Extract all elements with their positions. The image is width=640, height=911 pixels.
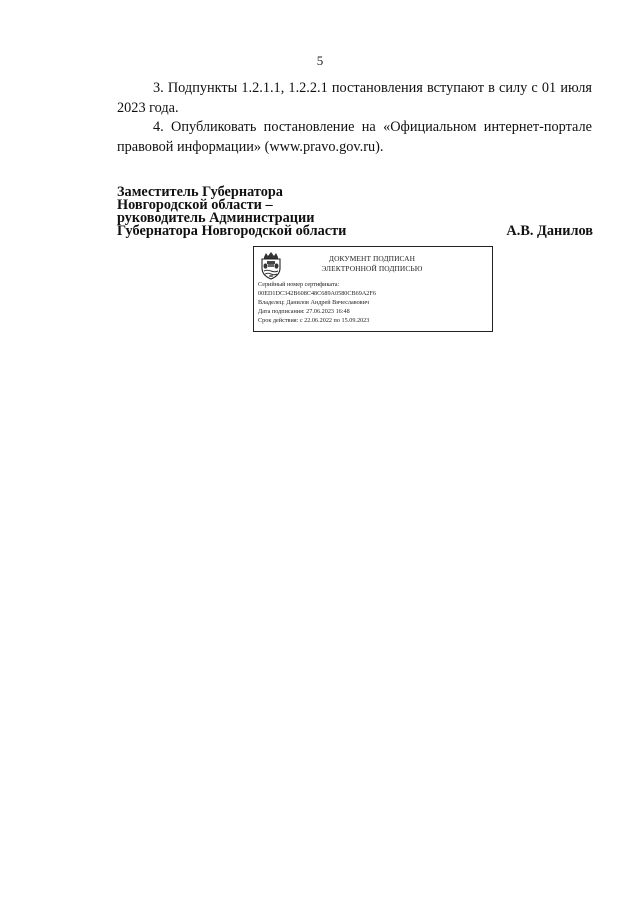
signer-position-line: Губернатора Новгородской области: [117, 223, 347, 239]
certificate-serial: 00ED1DC342B608C48C689A0580CB69A2F6: [258, 290, 376, 297]
paragraph-effective-date: 3. Подпункты 1.2.1.1, 1.2.2.1 постановления вступают в силу с 01 июля 2023 года.: [117, 80, 592, 116]
coat-of-arms-icon: [259, 251, 283, 280]
signer-position-line: руководитель Администрации: [117, 210, 315, 226]
certificate-validity: Срок действия: с 22.06.2022 по 15.09.2023: [258, 317, 370, 324]
stamp-title: [292, 254, 452, 274]
document-body: [117, 79, 592, 157]
page-number: 5: [316, 53, 324, 68]
stamp-title-line: ДОКУМЕНТ ПОДПИСАН: [328, 254, 416, 263]
certificate-label: Серийный номер сертификата:: [258, 281, 340, 288]
stamp-title-line: ЭЛЕКТРОННОЙ ПОДПИСЬЮ: [321, 264, 423, 273]
signer-position-line: Заместитель Губернатора: [117, 184, 283, 200]
certificate-owner: Владелец: Данилов Андрей Вячеславович: [258, 299, 370, 306]
signing-date: Дата подписания: 27.06.2023 16:48: [258, 308, 350, 315]
paragraph-publication: 4. Опубликовать постановление на «Официальном интернет-портале правовой информации» (www.pravo.gov.ru).: [117, 119, 592, 155]
stamp-details: [258, 280, 490, 325]
electronic-signature-stamp: [253, 246, 493, 332]
signer-name: А.В. Данилов: [506, 223, 593, 239]
signer-position-line: Новгородской области –: [117, 197, 273, 213]
signature-block: [117, 186, 593, 238]
